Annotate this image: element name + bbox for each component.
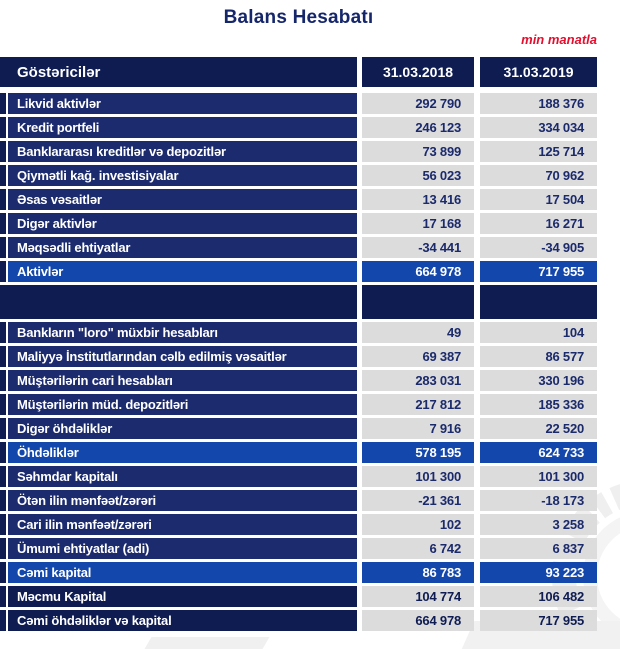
table-row (0, 141, 597, 162)
row-strip (0, 442, 6, 463)
table-body (0, 93, 597, 631)
row-label: Müştərilərin cari hesabları (8, 370, 357, 391)
row-value-2019: 3 258 (480, 514, 597, 535)
row-strip (0, 189, 6, 210)
table-row (0, 562, 597, 583)
row-label: Ümumi ehtiyatlar (adi) (8, 538, 357, 559)
watermark-band (145, 637, 270, 649)
row-strip (0, 322, 6, 343)
row-strip (0, 346, 6, 367)
table-row (0, 370, 597, 391)
row-strip (0, 490, 6, 511)
row-value-2019: 16 271 (480, 213, 597, 234)
table-row (0, 442, 597, 463)
row-value-2018: 578 195 (362, 442, 474, 463)
row-strip (0, 466, 6, 487)
row-value-2018: 246 123 (362, 117, 474, 138)
table-row (0, 394, 597, 415)
row-label: Aktivlər (8, 261, 357, 282)
row-strip (0, 93, 6, 114)
row-value-2018: 283 031 (362, 370, 474, 391)
row-value-2018: 217 812 (362, 394, 474, 415)
table-row (0, 189, 597, 210)
row-label: Öhdəliklər (8, 442, 357, 463)
row-value-2018: 664 978 (362, 610, 474, 631)
page-title: Balans Hesabatı (223, 7, 374, 28)
unit-note: min manatla (521, 32, 597, 47)
row-value-2018: 664 978 (362, 261, 474, 282)
header-col-2018: 31.03.2018 (362, 57, 474, 87)
row-strip (0, 538, 6, 559)
row-value-2018: 69 387 (362, 346, 474, 367)
row-label: Məcmu Kapital (8, 586, 357, 607)
table-row (0, 586, 597, 607)
row-value-2018: 49 (362, 322, 474, 343)
table-row (0, 490, 597, 511)
table-row (0, 213, 597, 234)
row-value-2018: -21 361 (362, 490, 474, 511)
row-value-2019: 17 504 (480, 189, 597, 210)
table-row (0, 285, 597, 319)
row-value-2019: -18 173 (480, 490, 597, 511)
row-strip (0, 586, 6, 607)
table-row (0, 117, 597, 138)
header-col-2019: 31.03.2019 (480, 57, 597, 87)
row-label: Cəmi kapital (8, 562, 357, 583)
row-label: Digər aktivlər (8, 213, 357, 234)
row-value-2019: 86 577 (480, 346, 597, 367)
row-value-2019: 6 837 (480, 538, 597, 559)
row-value-2018: 73 899 (362, 141, 474, 162)
row-value-2019: 185 336 (480, 394, 597, 415)
row-value-2019: -34 905 (480, 237, 597, 258)
row-value-2018 (362, 285, 474, 319)
row-value-2019: 106 482 (480, 586, 597, 607)
row-strip (0, 394, 6, 415)
table-row (0, 610, 597, 631)
row-value-2019: 101 300 (480, 466, 597, 487)
row-value-2019: 93 223 (480, 562, 597, 583)
balance-table (0, 57, 597, 634)
row-label: Banklararası kreditlər və depozitlər (8, 141, 357, 162)
row-strip (0, 213, 6, 234)
row-strip (0, 237, 6, 258)
row-value-2018: 17 168 (362, 213, 474, 234)
row-label: Kredit portfeli (8, 117, 357, 138)
table-row (0, 418, 597, 439)
row-label: Səhmdar kapitalı (8, 466, 357, 487)
row-label: Əsas vəsaitlər (8, 189, 357, 210)
table-row (0, 514, 597, 535)
table-row (0, 322, 597, 343)
header-indicator-label: Göstəricilər (0, 57, 357, 87)
row-value-2019: 70 962 (480, 165, 597, 186)
row-value-2018: -34 441 (362, 237, 474, 258)
table-row (0, 93, 597, 114)
row-value-2018: 101 300 (362, 466, 474, 487)
row-label: Likvid aktivlər (8, 93, 357, 114)
row-label: Cari ilin mənfəət/zərəri (8, 514, 357, 535)
row-value-2019: 22 520 (480, 418, 597, 439)
row-label: Maliyyə İnstitutlarından cəlb edilmiş vəsaitlər (8, 346, 357, 367)
table-row (0, 538, 597, 559)
table-row (0, 165, 597, 186)
row-value-2018: 6 742 (362, 538, 474, 559)
row-value-2018: 86 783 (362, 562, 474, 583)
row-value-2019: 125 714 (480, 141, 597, 162)
table-row (0, 346, 597, 367)
row-label: Ötən ilin mənfəət/zərəri (8, 490, 357, 511)
row-strip (0, 514, 6, 535)
row-label: Cəmi öhdəliklər və kapital (8, 610, 357, 631)
row-label (0, 285, 357, 319)
row-strip (0, 165, 6, 186)
row-value-2019: 330 196 (480, 370, 597, 391)
row-strip (0, 370, 6, 391)
table-row (0, 261, 597, 282)
row-value-2019: 717 955 (480, 610, 597, 631)
table-row (0, 466, 597, 487)
row-strip (0, 261, 6, 282)
row-value-2018: 102 (362, 514, 474, 535)
row-strip (0, 117, 6, 138)
row-value-2019: 188 376 (480, 93, 597, 114)
row-value-2019 (480, 285, 597, 319)
row-value-2018: 7 916 (362, 418, 474, 439)
row-strip (0, 141, 6, 162)
row-value-2019: 334 034 (480, 117, 597, 138)
row-value-2018: 292 790 (362, 93, 474, 114)
row-value-2019: 624 733 (480, 442, 597, 463)
row-value-2019: 104 (480, 322, 597, 343)
row-label: Bankların "loro" müxbir hesabları (8, 322, 357, 343)
table-row (0, 237, 597, 258)
table-header-row (0, 57, 597, 87)
row-label: Digər öhdəliklər (8, 418, 357, 439)
row-label: Qiymətli kağ. investisiyalar (8, 165, 357, 186)
row-strip (0, 418, 6, 439)
row-value-2018: 56 023 (362, 165, 474, 186)
row-strip (0, 610, 6, 631)
row-value-2018: 13 416 (362, 189, 474, 210)
row-strip (0, 562, 6, 583)
row-label: Məqsədli ehtiyatlar (8, 237, 357, 258)
row-label: Müştərilərin müd. depozitləri (8, 394, 357, 415)
row-value-2019: 717 955 (480, 261, 597, 282)
row-value-2018: 104 774 (362, 586, 474, 607)
